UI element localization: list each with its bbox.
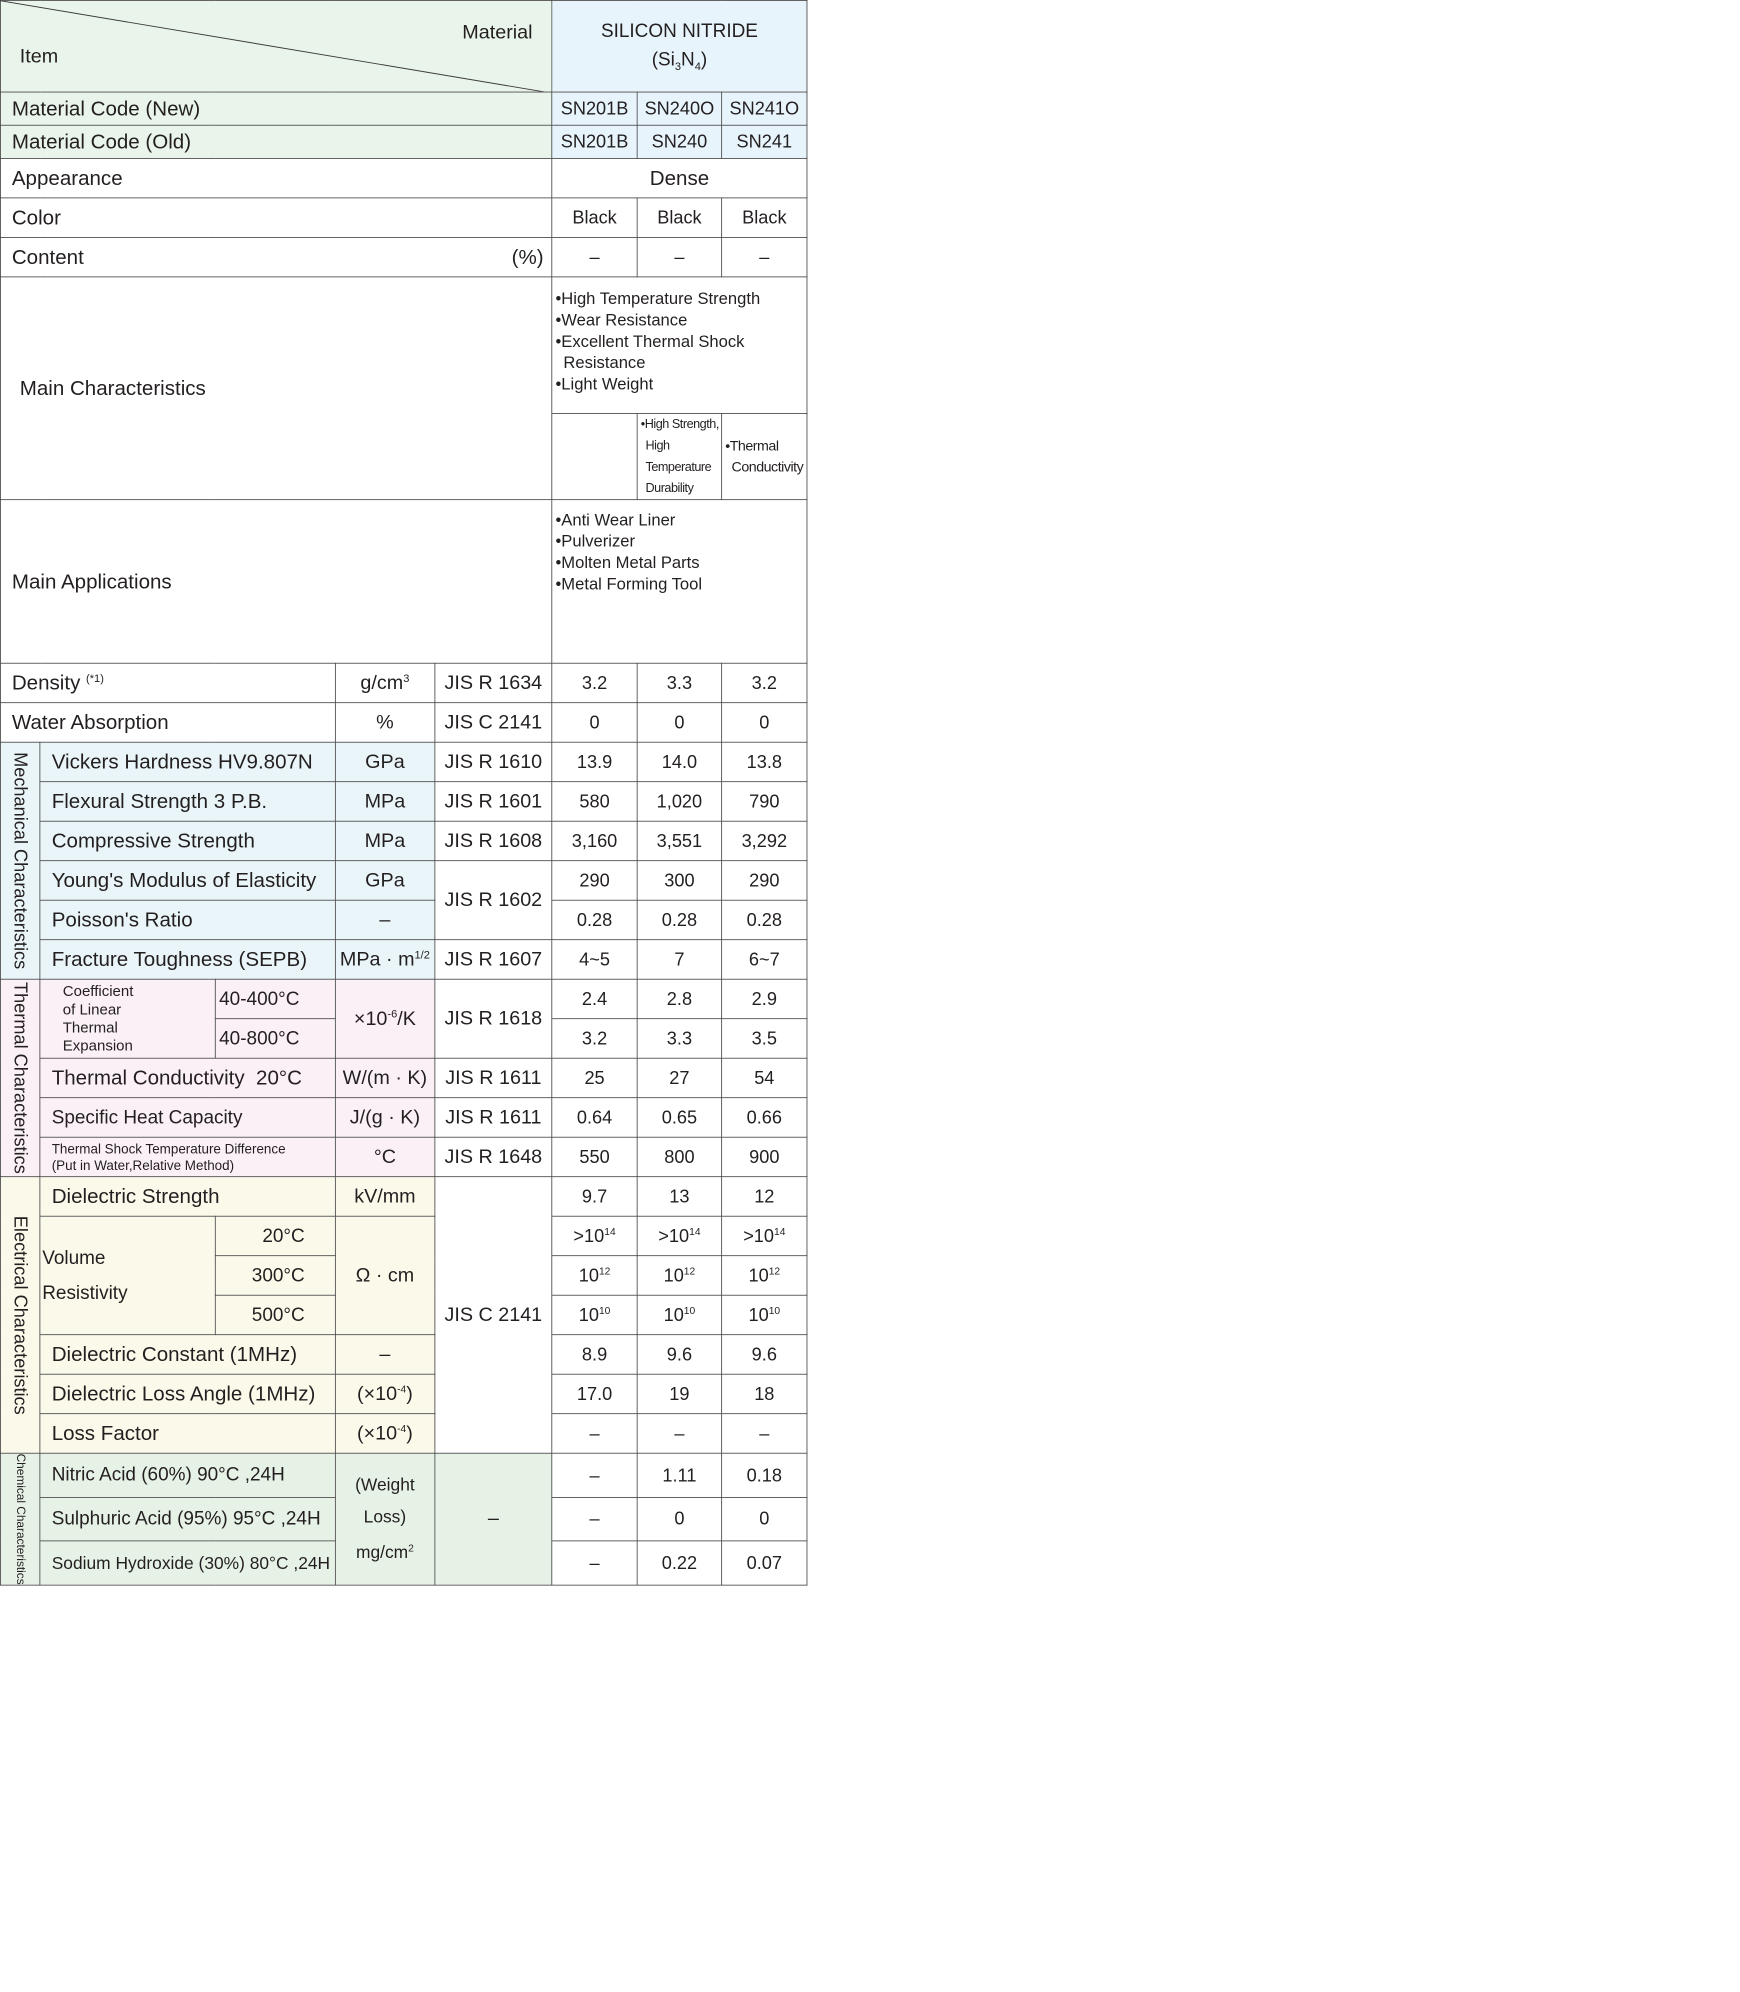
flexural-sn241: 790 bbox=[722, 782, 807, 822]
cte1-sn241: 2.9 bbox=[722, 979, 807, 1019]
nitric-sn201b: – bbox=[552, 1453, 637, 1497]
vickers-standard: JIS R 1610 bbox=[435, 742, 552, 782]
cte-unit: $\times 10^{-6}/K$ bbox=[335, 979, 435, 1058]
dielectric-constant-sn241: 9.6 bbox=[722, 1335, 807, 1375]
thermal-conductivity-label: Thermal Conductivity 20°C bbox=[40, 1058, 335, 1098]
content-sn201b: – bbox=[552, 237, 637, 277]
code-old-sn201b: SN201B bbox=[552, 125, 637, 158]
resistivity-20c-sn240: $>10^{14}$ bbox=[637, 1216, 721, 1256]
item-header-label: Item bbox=[19, 45, 59, 68]
code-old-sn240: SN240 bbox=[637, 125, 721, 158]
density-sn240: 3.3 bbox=[637, 663, 721, 703]
heat-capacity-standard: JIS R 1611 bbox=[435, 1098, 552, 1138]
youngs-sn240: 300 bbox=[637, 861, 721, 901]
resistivity-500c-sn241: $10^{10}$ bbox=[722, 1295, 807, 1335]
cte-range-1-label: 40-400°C bbox=[216, 979, 336, 1019]
vickers-sn201b: 13.9 bbox=[552, 742, 637, 782]
spec-table bbox=[0, 0, 807, 1585]
fracture-sn201b: 4~5 bbox=[552, 940, 637, 980]
fracture-sn240: 7 bbox=[637, 940, 721, 980]
flexural-label: Flexural Strength 3 P.B. bbox=[40, 782, 335, 822]
poisson-sn240: 0.28 bbox=[637, 900, 721, 940]
thermal-shock-label: Thermal Shock Temperature Difference (Put in Water,Relative Method) bbox=[40, 1137, 335, 1177]
sodium-hydroxide-label: Sodium Hydroxide (30%) 80°C ,24H bbox=[40, 1541, 335, 1585]
fracture-label: Fracture Toughness (SEPB) bbox=[40, 940, 335, 980]
compressive-sn240: 3,551 bbox=[637, 821, 721, 861]
sodium-sn201b: – bbox=[552, 1541, 637, 1585]
poisson-sn241: 0.28 bbox=[722, 900, 807, 940]
electrical-group-label-cell bbox=[0, 1177, 40, 1454]
cte2-sn240: 3.3 bbox=[637, 1019, 721, 1059]
item-material-header bbox=[0, 0, 552, 92]
material-spec-sheet bbox=[0, 0, 807, 1585]
dielectric-strength-label: Dielectric Strength bbox=[40, 1177, 335, 1217]
dielectric-constant-unit: – bbox=[335, 1335, 435, 1375]
code-new-sn240: SN240O bbox=[637, 92, 721, 125]
material-name-header bbox=[552, 0, 807, 92]
poisson-sn201b: 0.28 bbox=[552, 900, 637, 940]
loss-factor-sn241: – bbox=[722, 1414, 807, 1454]
dielectric-constant-sn201b: 8.9 bbox=[552, 1335, 637, 1375]
vickers-sn241: 13.8 bbox=[722, 742, 807, 782]
dielectric-constant-sn240: 9.6 bbox=[637, 1335, 721, 1375]
vickers-sn240: 14.0 bbox=[637, 742, 721, 782]
water-absorption-sn241: 0 bbox=[722, 703, 807, 743]
dielectric-strength-unit: kV/mm bbox=[335, 1177, 435, 1217]
resistivity-unit: Ω · cm bbox=[335, 1216, 435, 1335]
main-applications-list: • Anti Wear Liner • Pulverizer • Molten Metal Parts • Metal Forming Tool bbox=[555, 510, 806, 595]
content-sn240: – bbox=[637, 237, 721, 277]
resistivity-500c-sn201b: $10^{10}$ bbox=[552, 1295, 637, 1335]
sulphuric-sn201b: – bbox=[552, 1497, 637, 1541]
sodium-sn240: 0.22 bbox=[637, 1541, 721, 1585]
mechanical-group-label: Mechanical Characteristics bbox=[10, 752, 31, 970]
vickers-unit: GPa bbox=[335, 742, 435, 782]
sulphuric-acid-label: Sulphuric Acid (95%) 95°C ,24H bbox=[40, 1497, 335, 1541]
resistivity-300c-sn240: $10^{12}$ bbox=[637, 1256, 721, 1296]
compressive-sn201b: 3,160 bbox=[552, 821, 637, 861]
nitric-acid-label: Nitric Acid (60%) 90°C ,24H bbox=[40, 1453, 335, 1497]
code-new-sn241: SN241O bbox=[722, 92, 807, 125]
cte-label: Coefficient of Linear Thermal Expansion bbox=[40, 979, 215, 1058]
heat-capacity-sn241: 0.66 bbox=[722, 1098, 807, 1138]
vickers-label: Vickers Hardness HV9.807N bbox=[40, 742, 335, 782]
resistivity-500c-label: 500°C bbox=[216, 1295, 336, 1335]
youngs-unit: GPa bbox=[335, 861, 435, 901]
resistivity-300c-sn201b: $10^{12}$ bbox=[552, 1256, 637, 1296]
cte2-sn241: 3.5 bbox=[722, 1019, 807, 1059]
density-unit: $g/cm^3$ bbox=[335, 663, 435, 703]
content-unit: (%) bbox=[511, 244, 544, 269]
resistivity-20c-label: 20°C bbox=[216, 1216, 336, 1256]
loss-factor-unit: $(\times 10^{-4})$ bbox=[335, 1414, 435, 1454]
thermal-group-label: Thermal Characteristics bbox=[10, 982, 31, 1174]
material-header-label: Material bbox=[462, 21, 533, 44]
poisson-label: Poisson's Ratio bbox=[40, 900, 335, 940]
chemical-group-label: Chemical Characteristics bbox=[13, 1453, 28, 1585]
dielectric-strength-sn240: 13 bbox=[637, 1177, 721, 1217]
thermal-conductivity-sn241: 54 bbox=[722, 1058, 807, 1098]
sodium-sn241: 0.07 bbox=[722, 1541, 807, 1585]
cte2-sn201b: 3.2 bbox=[552, 1019, 637, 1059]
heat-capacity-label: Specific Heat Capacity bbox=[40, 1098, 335, 1138]
cte-standard: JIS R 1618 bbox=[435, 979, 552, 1058]
water-absorption-sn201b: 0 bbox=[552, 703, 637, 743]
thermal-conductivity-sn201b: 25 bbox=[552, 1058, 637, 1098]
loss-angle-sn241: 18 bbox=[722, 1374, 807, 1414]
main-characteristics-sn241: •Thermal Conductivity bbox=[722, 414, 807, 500]
resistivity-300c-sn241: $10^{12}$ bbox=[722, 1256, 807, 1296]
main-characteristics-sn240: •High Strength, High Temperature Durability bbox=[637, 414, 721, 500]
thermal-conductivity-standard: JIS R 1611 bbox=[435, 1058, 552, 1098]
cte-range-2-label: 40-800°C bbox=[216, 1019, 336, 1059]
code-new-sn201b: SN201B bbox=[552, 92, 637, 125]
main-applications-list-cell bbox=[552, 500, 807, 664]
cte1-sn201b: 2.4 bbox=[552, 979, 637, 1019]
material-code-old-label: Material Code (Old) bbox=[0, 125, 552, 158]
main-characteristics-list: • High Temperature Strength • Wear Resistance • Excellent Thermal Shock Resistance • Light Weight bbox=[555, 288, 806, 395]
main-characteristics-sn201b bbox=[552, 414, 637, 500]
fracture-unit: MPa · $m^{1/2}$ bbox=[335, 940, 435, 980]
chemical-group-label-cell bbox=[0, 1453, 40, 1585]
resistivity-300c-label: 300°C bbox=[216, 1256, 336, 1296]
content-label: Content (%) bbox=[0, 237, 552, 277]
heat-capacity-unit: J/(g · K) bbox=[335, 1098, 435, 1138]
youngs-label: Young's Modulus of Elasticity bbox=[40, 861, 335, 901]
nitric-sn241: 0.18 bbox=[722, 1453, 807, 1497]
color-label: Color bbox=[0, 198, 552, 238]
chemical-unit: (Weight Loss) $mg/cm^2$ bbox=[335, 1453, 435, 1585]
volume-resistivity-label: Volume Resistivity bbox=[40, 1216, 215, 1335]
cte1-sn240: 2.8 bbox=[637, 979, 721, 1019]
loss-angle-label: Dielectric Loss Angle (1MHz) bbox=[40, 1374, 335, 1414]
compressive-standard: JIS R 1608 bbox=[435, 821, 552, 861]
heat-capacity-sn240: 0.65 bbox=[637, 1098, 721, 1138]
loss-factor-sn240: – bbox=[637, 1414, 721, 1454]
dielectric-strength-sn241: 12 bbox=[722, 1177, 807, 1217]
diagonal-divider bbox=[1, 1, 548, 92]
loss-angle-sn201b: 17.0 bbox=[552, 1374, 637, 1414]
water-absorption-unit: % bbox=[335, 703, 435, 743]
electrical-group-label: Electrical Characteristics bbox=[10, 1215, 31, 1415]
color-sn241: Black bbox=[722, 198, 807, 238]
nitric-sn240: 1.11 bbox=[637, 1453, 721, 1497]
loss-factor-sn201b: – bbox=[552, 1414, 637, 1454]
appearance-value: Dense bbox=[552, 158, 807, 198]
thermal-shock-sn240: 800 bbox=[637, 1137, 721, 1177]
sulphuric-sn241: 0 bbox=[722, 1497, 807, 1541]
water-absorption-standard: JIS C 2141 bbox=[435, 703, 552, 743]
resistivity-20c-sn201b: $>10^{14}$ bbox=[552, 1216, 637, 1256]
density-standard: JIS R 1634 bbox=[435, 663, 552, 703]
density-sn201b: 3.2 bbox=[552, 663, 637, 703]
poisson-unit: – bbox=[335, 900, 435, 940]
compressive-label: Compressive Strength bbox=[40, 821, 335, 861]
sulphuric-sn240: 0 bbox=[637, 1497, 721, 1541]
color-sn201b: Black bbox=[552, 198, 637, 238]
thermal-conductivity-unit: W/(m · K) bbox=[335, 1058, 435, 1098]
fracture-sn241: 6~7 bbox=[722, 940, 807, 980]
material-formula: $(Si_3N_4)$ bbox=[651, 48, 708, 73]
chemical-standard: – bbox=[435, 1453, 552, 1585]
dielectric-constant-label: Dielectric Constant (1MHz) bbox=[40, 1335, 335, 1375]
main-characteristics-common bbox=[552, 277, 807, 414]
appearance-label: Appearance bbox=[0, 158, 552, 198]
compressive-sn241: 3,292 bbox=[722, 821, 807, 861]
flexural-unit: MPa bbox=[335, 782, 435, 822]
resistivity-20c-sn241: $>10^{14}$ bbox=[722, 1216, 807, 1256]
flexural-sn240: 1,020 bbox=[637, 782, 721, 822]
density-sn241: 3.2 bbox=[722, 663, 807, 703]
content-sn241: – bbox=[722, 237, 807, 277]
material-code-new-label: Material Code (New) bbox=[0, 92, 552, 125]
material-name: SILICON NITRIDE bbox=[600, 20, 758, 42]
thermal-shock-sn201b: 550 bbox=[552, 1137, 637, 1177]
density-label: Density $^{(*1)}$ bbox=[0, 663, 335, 703]
heat-capacity-sn201b: 0.64 bbox=[552, 1098, 637, 1138]
thermal-shock-sn241: 900 bbox=[722, 1137, 807, 1177]
main-characteristics-label: Main Characteristics bbox=[0, 277, 552, 500]
color-sn240: Black bbox=[637, 198, 721, 238]
resistivity-500c-sn240: $10^{10}$ bbox=[637, 1295, 721, 1335]
water-absorption-sn240: 0 bbox=[637, 703, 721, 743]
electrical-standard: JIS C 2141 bbox=[435, 1177, 552, 1454]
code-old-sn241: SN241 bbox=[722, 125, 807, 158]
mechanical-group-label-cell bbox=[0, 742, 40, 979]
youngs-poisson-standard: JIS R 1602 bbox=[435, 861, 552, 940]
thermal-conductivity-sn240: 27 bbox=[637, 1058, 721, 1098]
loss-factor-label: Loss Factor bbox=[40, 1414, 335, 1454]
dielectric-strength-sn201b: 9.7 bbox=[552, 1177, 637, 1217]
loss-angle-sn240: 19 bbox=[637, 1374, 721, 1414]
water-absorption-label: Water Absorption bbox=[0, 703, 335, 743]
loss-angle-unit: $(\times 10^{-4})$ bbox=[335, 1374, 435, 1414]
thermal-shock-unit: °C bbox=[335, 1137, 435, 1177]
compressive-unit: MPa bbox=[335, 821, 435, 861]
youngs-sn201b: 290 bbox=[552, 861, 637, 901]
youngs-sn241: 290 bbox=[722, 861, 807, 901]
main-applications-label: Main Applications bbox=[0, 500, 552, 664]
flexural-standard: JIS R 1601 bbox=[435, 782, 552, 822]
flexural-sn201b: 580 bbox=[552, 782, 637, 822]
fracture-standard: JIS R 1607 bbox=[435, 940, 552, 980]
thermal-group-label-cell bbox=[0, 979, 40, 1177]
thermal-shock-standard: JIS R 1648 bbox=[435, 1137, 552, 1177]
